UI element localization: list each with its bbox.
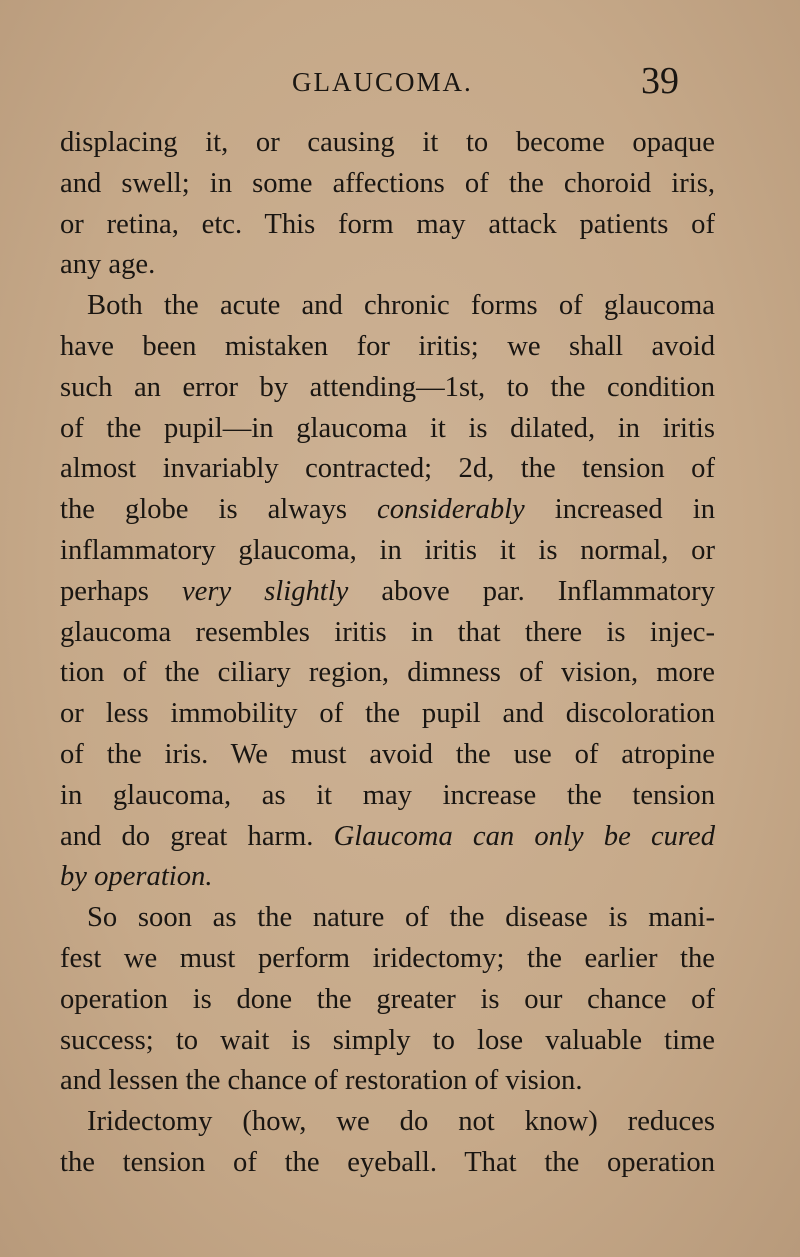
text-line	[60, 817, 715, 858]
text-line: the tension of the eyeball. That the operation	[60, 1146, 715, 1178]
text-line: any age.	[60, 249, 156, 281]
text-line: fest we must perform iridectomy; the earlier the	[60, 942, 715, 974]
text-line: in glaucoma, as it may increase the tension	[60, 779, 715, 811]
text-line	[60, 490, 715, 531]
chapter-title: GLAUCOMA.	[292, 67, 473, 97]
italic-phrase: considerably	[377, 494, 525, 526]
text-line: and lessen the chance of restoration of vision.	[60, 1065, 583, 1097]
line-segment: and do great harm.	[60, 820, 334, 852]
text-line: operation is done the greater is our chance of	[60, 983, 715, 1015]
running-head	[0, 62, 800, 102]
text-line: Iridectomy (how, we do not know) reduces	[87, 1106, 715, 1138]
line-segment: increased in	[524, 494, 715, 526]
text-line: have been mistaken for iritis; we shall avoid	[60, 330, 715, 362]
page-number: 39	[641, 60, 679, 102]
text-line: or less immobility of the pupil and discoloration	[60, 698, 715, 730]
text-line: So soon as the nature of the disease is mani-	[87, 902, 715, 934]
line-segment: above par. Inflammatory	[348, 575, 715, 607]
text-line	[60, 572, 715, 613]
text-line: such an error by attending—1st, to the condition	[60, 371, 715, 403]
text-line: glaucoma resembles iritis in that there is injec-	[60, 616, 715, 648]
text-line: tion of the ciliary region, dimness of vision, more	[60, 657, 715, 689]
line-segment: perhaps	[60, 575, 182, 607]
text-line: or retina, etc. This form may attack patients of	[60, 208, 715, 240]
italic-phrase: by operation.	[60, 861, 213, 893]
text-line: almost invariably contracted; 2d, the tension of	[60, 453, 715, 485]
text-line: of the iris. We must avoid the use of atropine	[60, 738, 715, 770]
text-line: success; to wait is simply to lose valuable time	[60, 1024, 715, 1056]
text-line: of the pupil—in glaucoma it is dilated, in iritis	[60, 412, 715, 444]
text-line: displacing it, or causing it to become opaque	[60, 127, 715, 158]
text-line: and swell; in some affections of the choroid iris,	[60, 167, 715, 199]
line-segment: the globe is always	[60, 494, 378, 526]
italic-phrase: very slightly	[181, 575, 349, 607]
text-line: inflammatory glaucoma, in iritis it is normal, or	[60, 534, 715, 566]
italic-phrase: Glaucoma can only be cured	[333, 820, 715, 852]
body-text	[60, 123, 715, 1184]
text-line: Both the acute and chronic forms of glaucoma	[87, 290, 715, 322]
text-line	[60, 857, 715, 898]
